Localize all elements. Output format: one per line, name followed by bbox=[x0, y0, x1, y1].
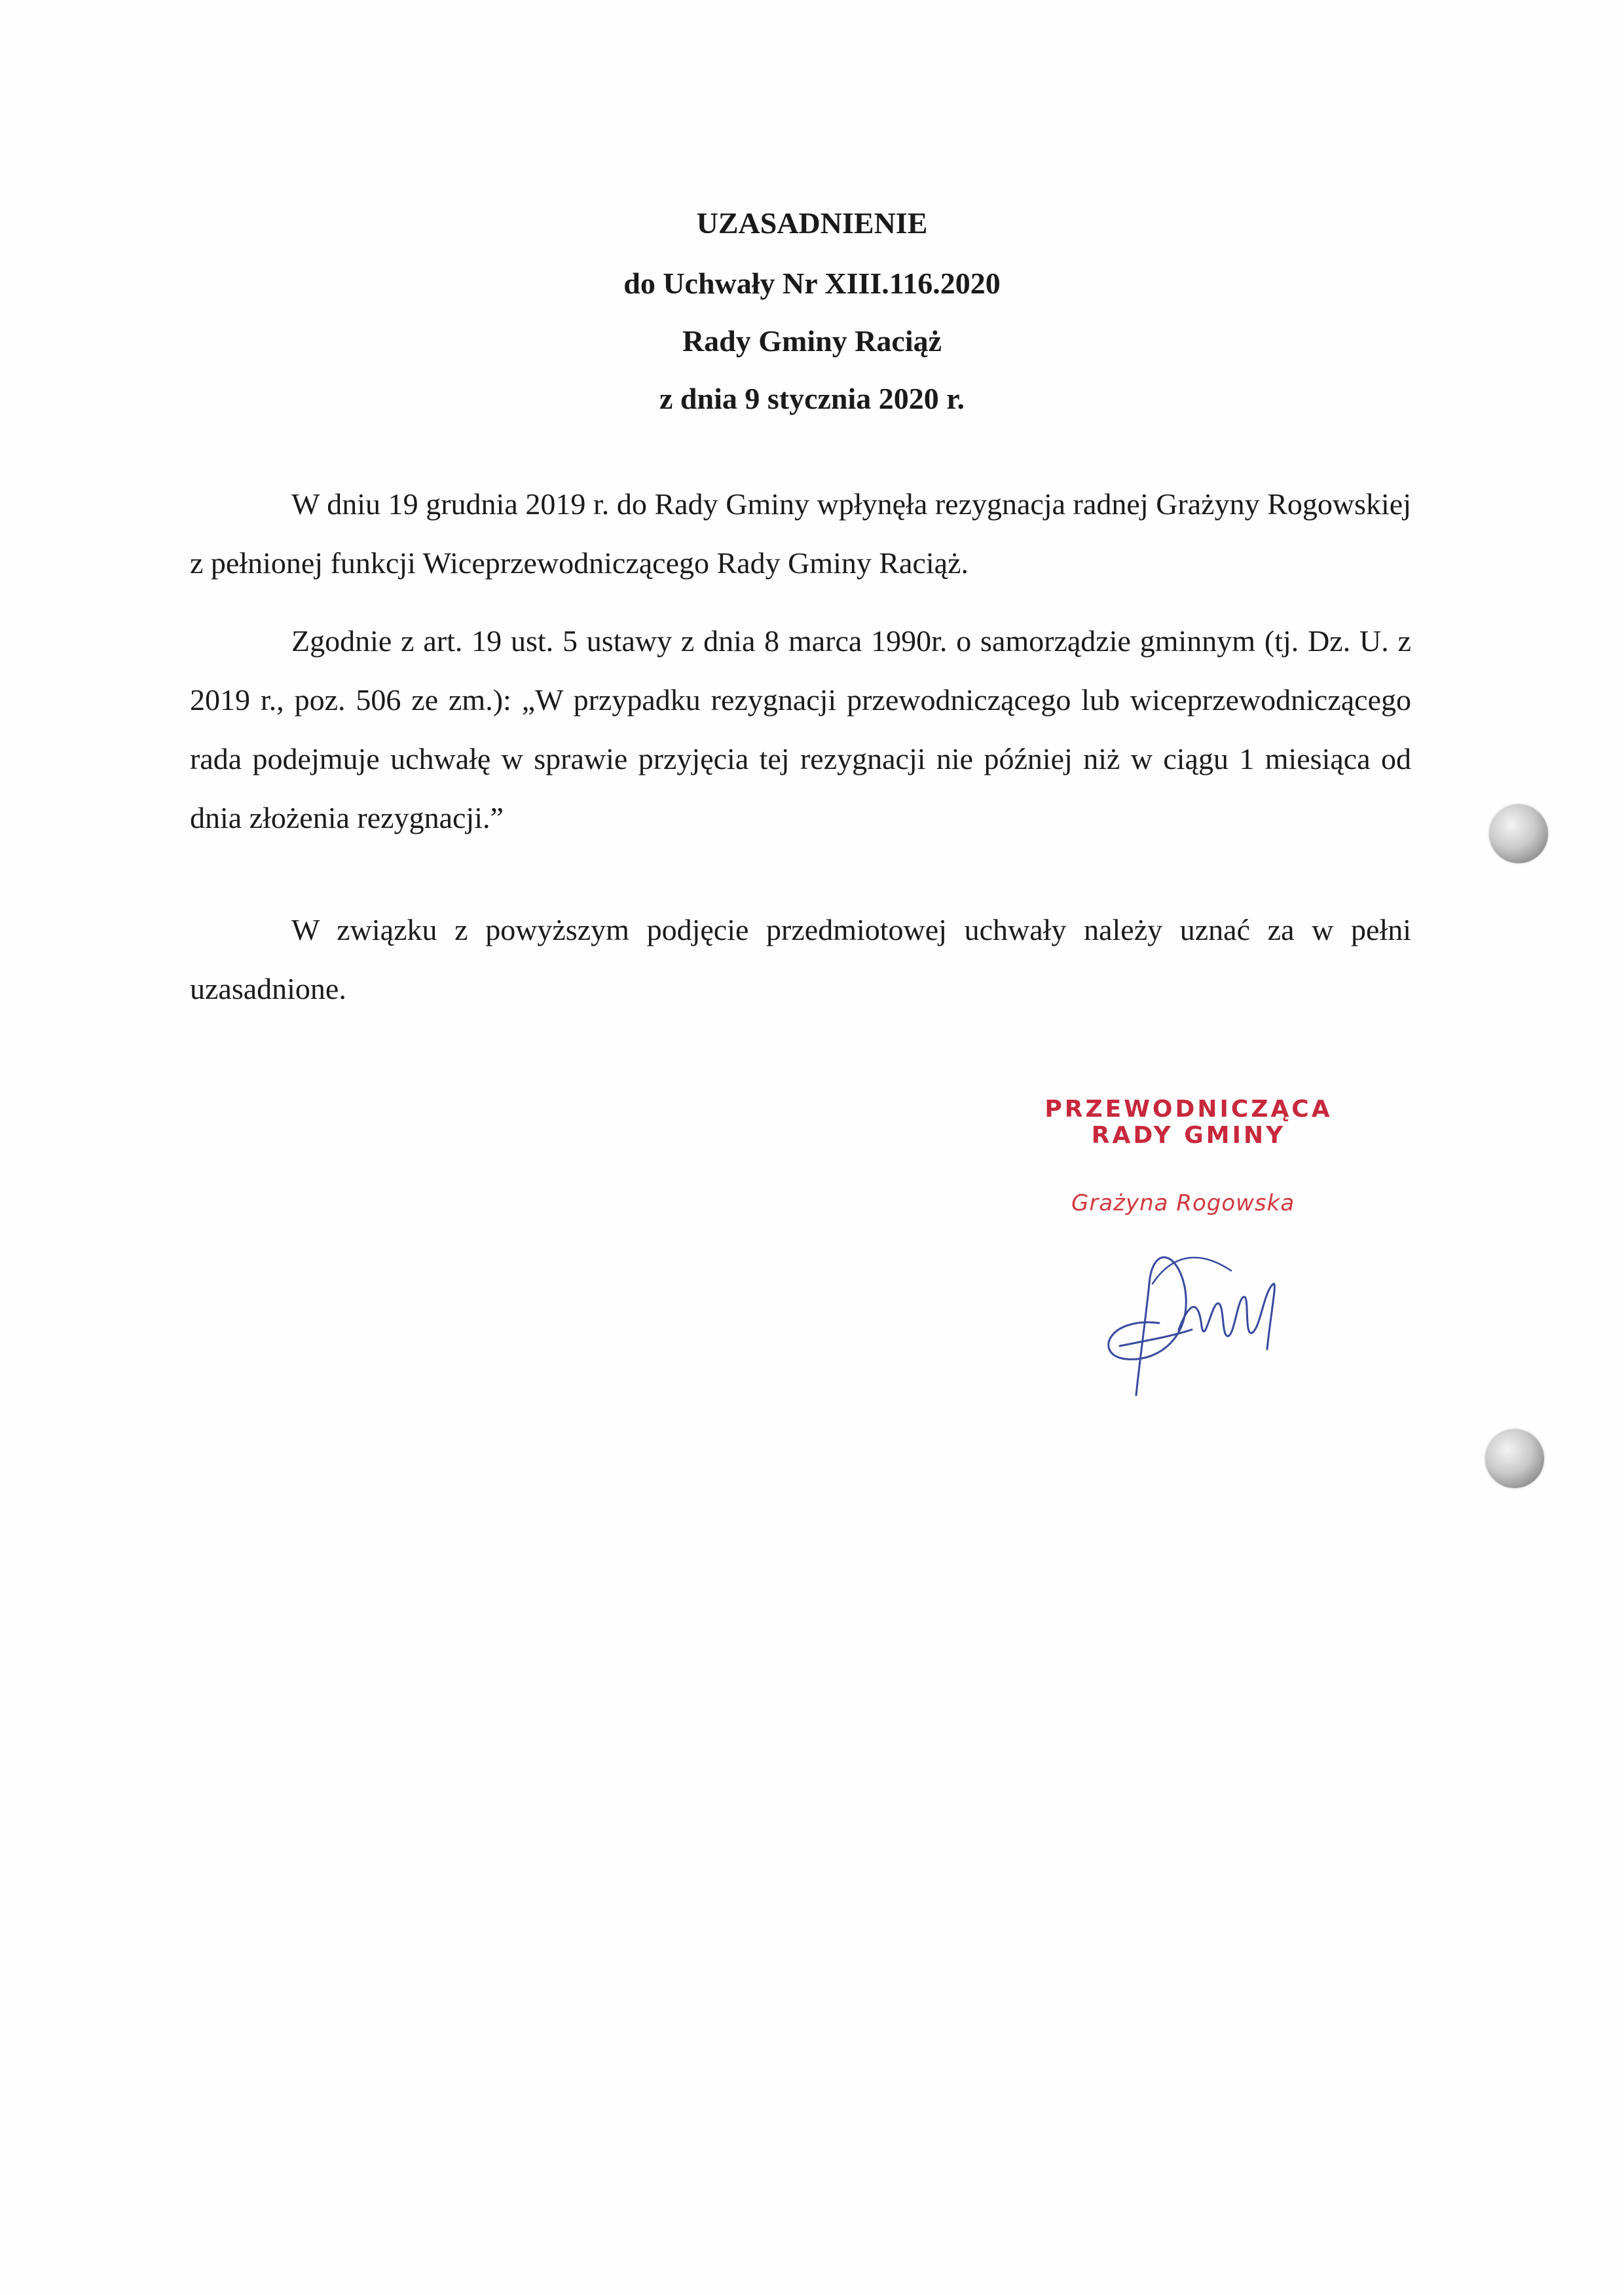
punch-hole-bottom bbox=[1485, 1429, 1544, 1488]
handwritten-signature bbox=[1080, 1205, 1297, 1402]
stamp-subtitle: RADY GMINY bbox=[1091, 1122, 1286, 1149]
resolution-date: z dnia 9 stycznia 2020 r. bbox=[659, 382, 965, 415]
resolution-number: do Uchwały Nr XIII.116.2020 bbox=[623, 267, 1001, 300]
council-name: Rady Gminy Raciąż bbox=[682, 324, 942, 358]
paragraph-1: W dniu 19 grudnia 2019 r. do Rady Gminy wpłynęła rezygnacja radnej Grażyny Rogowskiej z pełnionej funkcji Wiceprzewodniczącego Rady Gminy Raciąż. bbox=[190, 487, 1411, 580]
stamp-title: PRZEWODNICZĄCA bbox=[1044, 1096, 1333, 1123]
punch-hole-top bbox=[1489, 804, 1548, 863]
stamp-name: Grażyna Rogowska bbox=[1071, 1190, 1295, 1216]
document-title: UZASADNIENIE bbox=[696, 206, 928, 240]
paragraph-2: Zgodnie z art. 19 ust. 5 ustawy z dnia 8 marca 1990r. o samorządzie gminnym (tj. Dz. U. z 2019 r., poz. 506 ze zm.): „W przypadku rezygnacji przewodniczącego lub wiceprzewodniczącego rada podejmuje uchwałę w sprawie przyjęcia tej rezygnacji nie później niż w ciągu 1 miesiąca od dnia złożenia rezygnacji.” bbox=[190, 624, 1411, 834]
paragraph-3: W związku z powyższym podjęcie przedmiotowej uchwały należy uznać za w pełni uzasadnione. bbox=[190, 913, 1411, 1005]
